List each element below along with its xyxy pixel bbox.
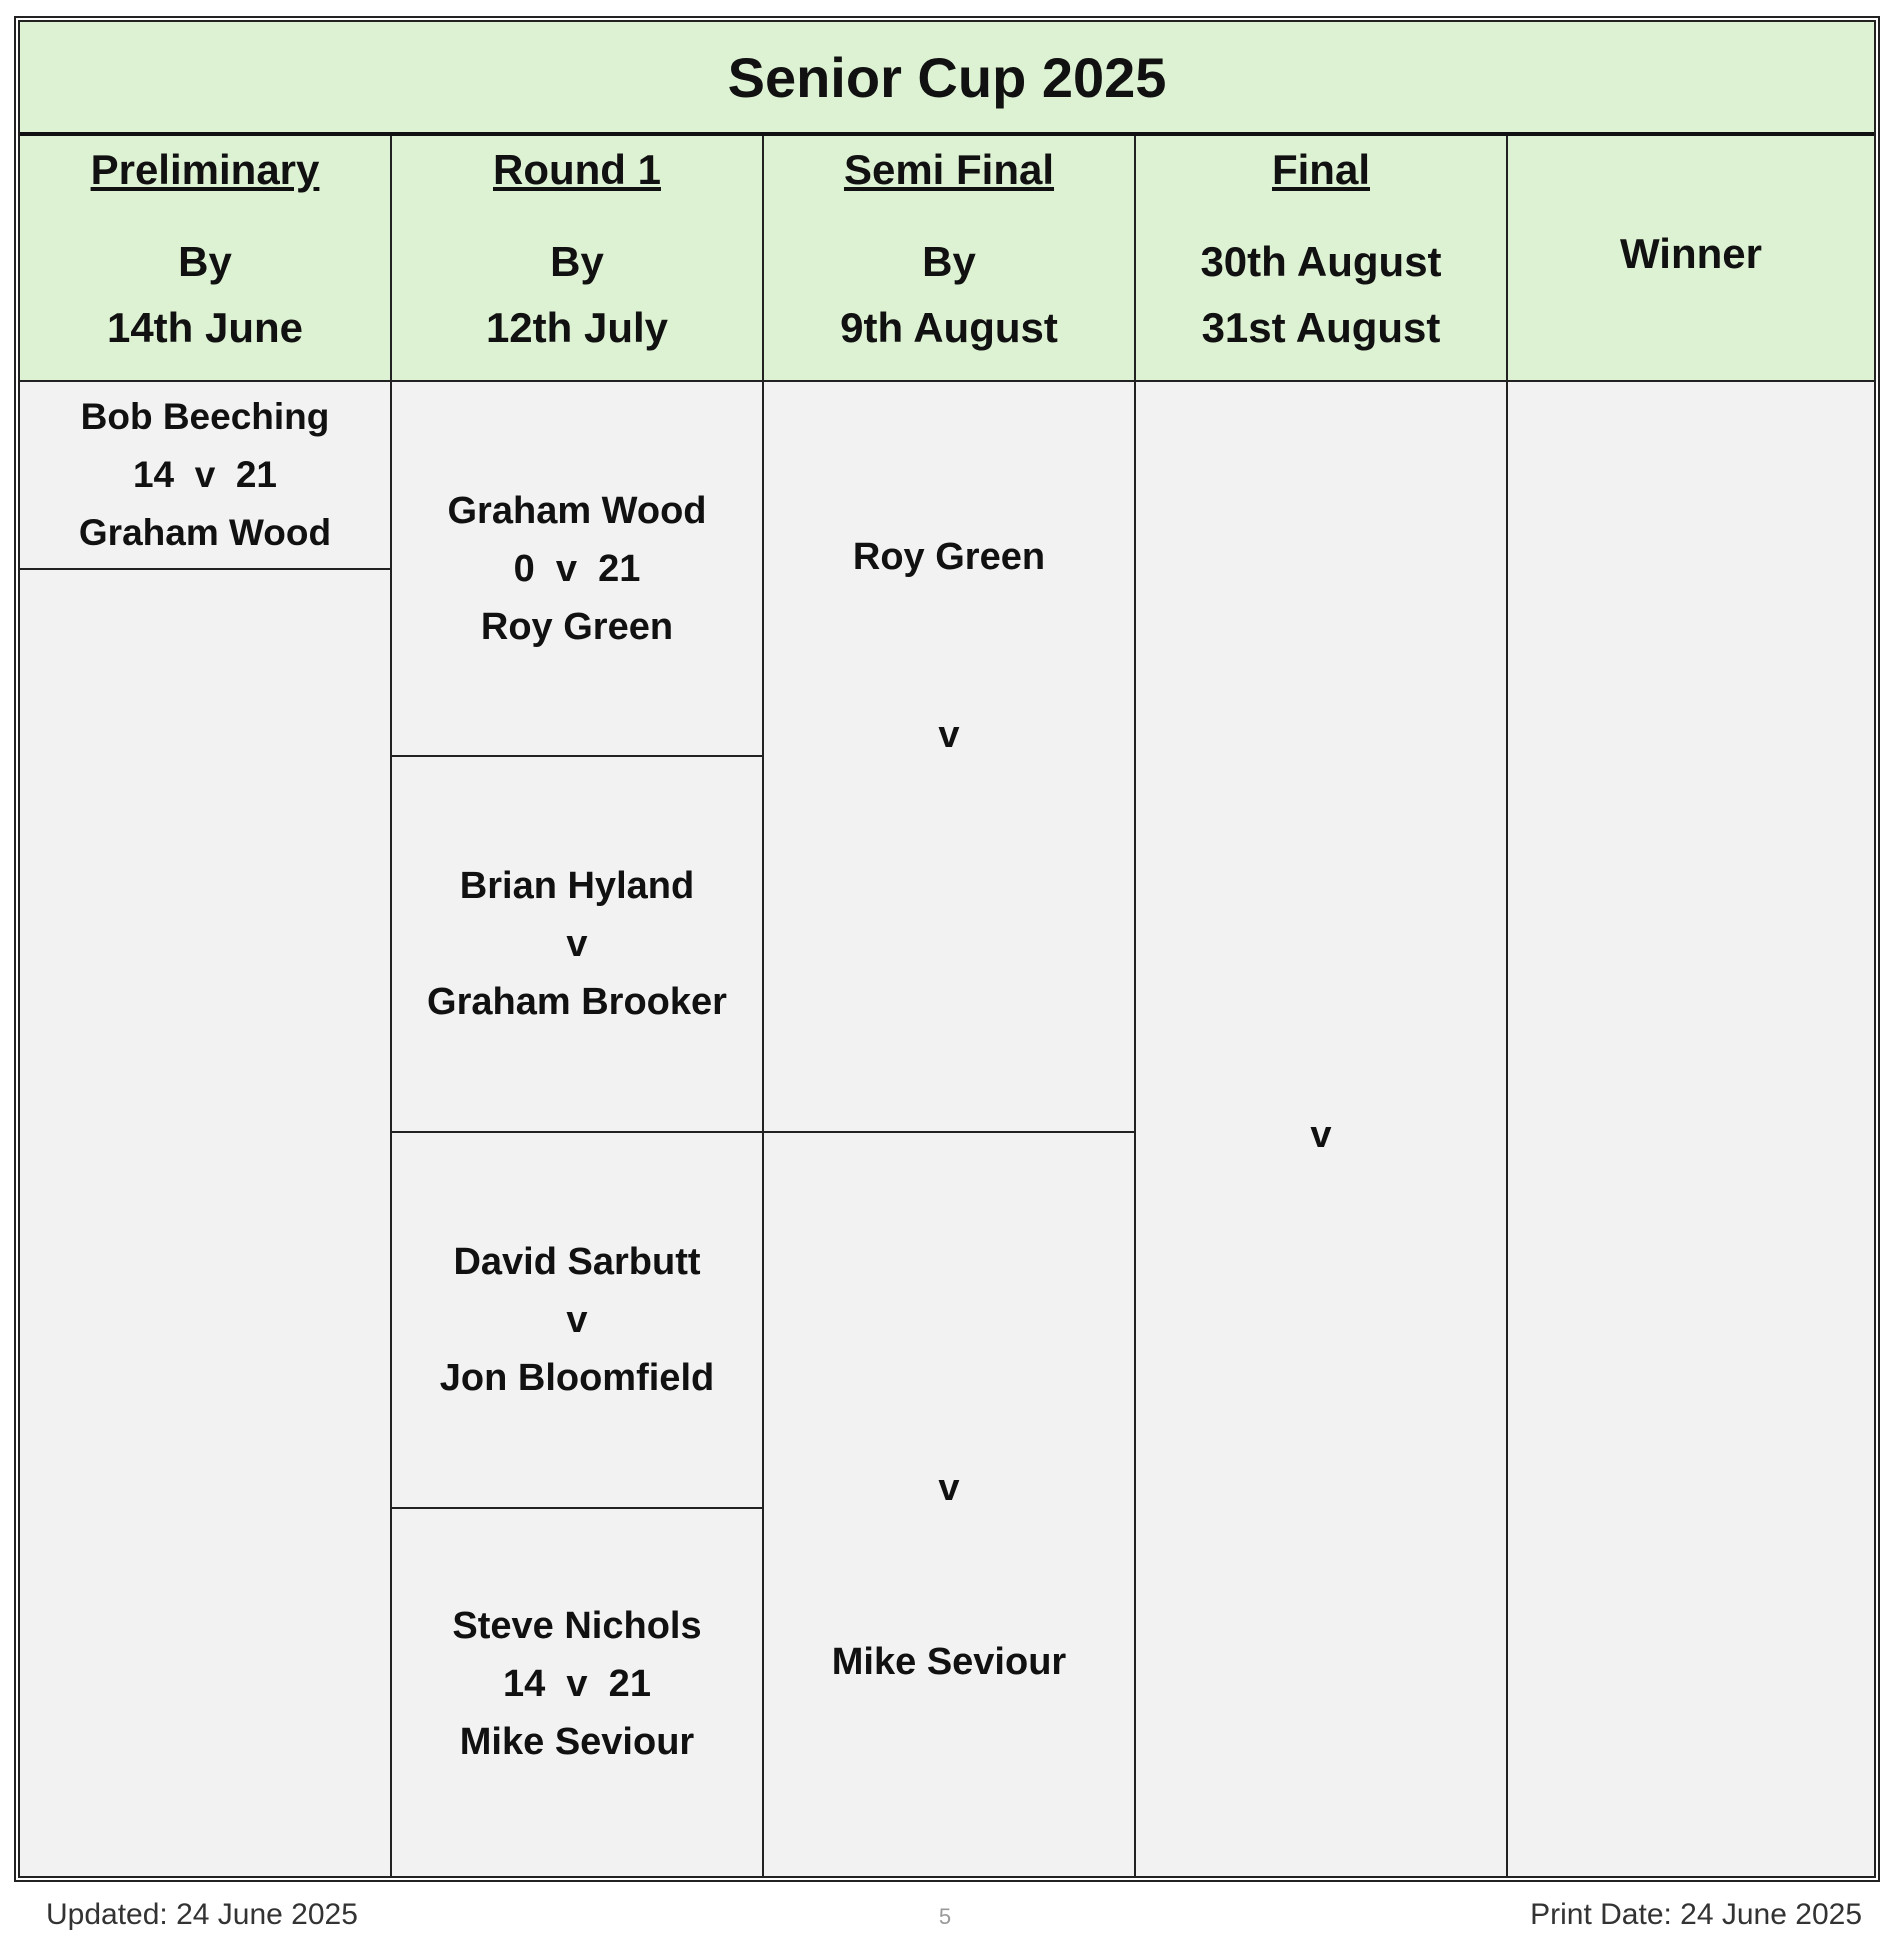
round-date-line1: 30th August <box>1200 238 1442 285</box>
match-score: v <box>938 1467 960 1509</box>
page-number: 5 <box>938 1904 952 1929</box>
column-final <box>1136 136 1508 1876</box>
bracket-sheet <box>18 20 1876 1878</box>
column-round1 <box>392 136 764 1876</box>
column-header-preliminary <box>20 136 390 382</box>
match-cell <box>764 1133 1134 1858</box>
column-semi-final <box>764 136 1136 1876</box>
player-name: Graham Wood <box>78 512 332 553</box>
player-name: Brian Hyland <box>459 865 695 907</box>
match-score: 0 v 21 <box>513 547 641 590</box>
match-score: 14 v 21 <box>503 1662 651 1705</box>
match-score: v <box>1310 1114 1332 1156</box>
player-name: Roy Green <box>480 605 674 648</box>
round-date-line1: By <box>550 238 604 285</box>
round-date-line2: 12th July <box>485 304 669 351</box>
match-score: v <box>566 923 588 965</box>
round-date-line1: By <box>178 238 232 285</box>
match-cell <box>392 1133 762 1509</box>
column-header-semi-final <box>764 136 1134 382</box>
player-name: Graham Wood <box>447 489 707 532</box>
column-header-winner <box>1508 136 1874 382</box>
round-title: Round 1 <box>493 146 661 193</box>
round-date-line1: By <box>922 238 976 285</box>
column-winner <box>1508 136 1874 1876</box>
round-title: Semi Final <box>843 146 1055 193</box>
player-name: Mike Seviour <box>831 1641 1067 1683</box>
round-date-line2: 31st August <box>1201 304 1441 351</box>
match-cell <box>1136 382 1506 1858</box>
match-cell <box>20 382 390 570</box>
match-score: v <box>566 1299 588 1341</box>
print-date: Print Date: 24 June 2025 <box>1530 1898 1862 1931</box>
player-name: Graham Brooker <box>427 981 727 1023</box>
match-cell <box>392 382 762 757</box>
updated-date: Updated: 24 June 2025 <box>46 1898 358 1931</box>
match-score: v <box>938 714 960 756</box>
round-date-line2: 9th August <box>840 304 1058 351</box>
page-title: Senior Cup 2025 <box>20 22 1874 136</box>
player-name: David Sarbutt <box>453 1241 701 1283</box>
match-score: 14 v 21 <box>132 454 277 495</box>
player-name: Jon Bloomfield <box>439 1357 715 1399</box>
round-date-line2: 14th June <box>106 304 304 351</box>
column-header-round1 <box>392 136 762 382</box>
match-cell <box>764 382 1134 1133</box>
round-title: Winner <box>1620 230 1762 277</box>
match-cell <box>392 757 762 1133</box>
player-name: Roy Green <box>852 536 1046 578</box>
player-name: Bob Beeching <box>80 396 330 437</box>
player-name: Mike Seviour <box>459 1720 695 1763</box>
round-title: Preliminary <box>90 146 320 193</box>
player-name: Steve Nichols <box>452 1604 702 1647</box>
column-preliminary <box>20 136 392 1876</box>
round-title: Final <box>1271 146 1370 193</box>
match-cell <box>392 1509 762 1858</box>
column-header-final <box>1136 136 1506 382</box>
